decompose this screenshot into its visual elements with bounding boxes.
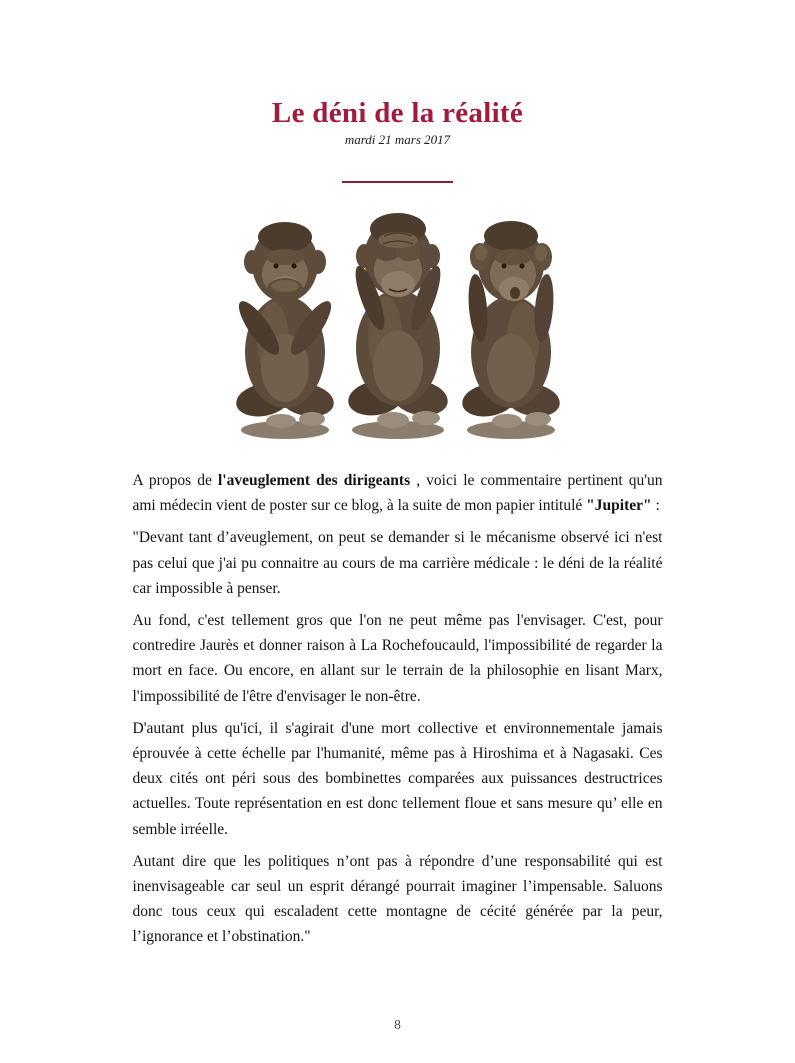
bold-jupiter: "Jupiter" — [586, 497, 652, 515]
paragraph-quote-4: Autant dire que les politiques n’ont pas à répondre d’une responsabilité qui est inenvisageable car seul un esprit dérangé pourrait imaginer l’impensable. Saluons donc tous ceux qui escaladent cette montagne de cécité générée par la peur, l’ignorance et l’obstination." — [132, 852, 663, 946]
three-monkeys-image — [223, 190, 573, 442]
paragraph-intro-mid: , voici le commentaire pertinent qu'un ami médecin vient de poster sur ce blog, à la suite de mon papier intitulé — [132, 472, 663, 515]
monkey-speak-no-evil — [232, 222, 337, 439]
bold-aveuglement: l'aveuglement des dirigeants — [217, 472, 411, 489]
monkey-hear-no-evil — [459, 221, 562, 439]
paragraph-quote-2: Au fond, c'est tellement gros que l'on ne peut même pas l'envisager. C'est, pour contredire Jaurès et donner raison à La Rochefoucauld, l'impossibilité de regarder la mort en face. Ou encore, en allant sur le terrain de la philosophie en lisant Marx, l'impossibilité de l'être d'envisager le non-être. — [132, 612, 663, 705]
article-body — [133, 468, 663, 950]
page-title: Le déni de la réalité — [271, 97, 524, 129]
page-number: 8 — [394, 1017, 401, 1032]
paragraph-quote-1: "Devant tant d’aveuglement, on peut se demander si le mécanisme observé ici n'est pas celui que j'ai pu connaitre au cours de ma carrière médicale : le déni de la réalité car impossible à penser. — [132, 529, 663, 597]
monkey-see-no-evil — [345, 213, 450, 439]
paragraph-intro — [133, 468, 663, 518]
paragraph-intro-end: : — [651, 497, 660, 515]
title-divider-rule — [342, 181, 453, 183]
paragraph-quote-3: D'autant plus qu'ici, il s'agirait d'une mort collective et environnementale jamais éprouvée à cette échelle par l'humanité, même pas à Hiroshima et à Nagasaki. Ces deux cités ont péri sous des bombinettes comparées aux puissances destructrices actuelles. Toute représentation en est donc tellement floue et sans mesure qu’ elle en semble irréelle. — [132, 719, 663, 838]
three-monkeys-illustration — [223, 190, 573, 442]
post-date: mardi 21 mars 2017 — [344, 132, 451, 147]
paragraph-intro-text: A propos de — [132, 472, 218, 489]
